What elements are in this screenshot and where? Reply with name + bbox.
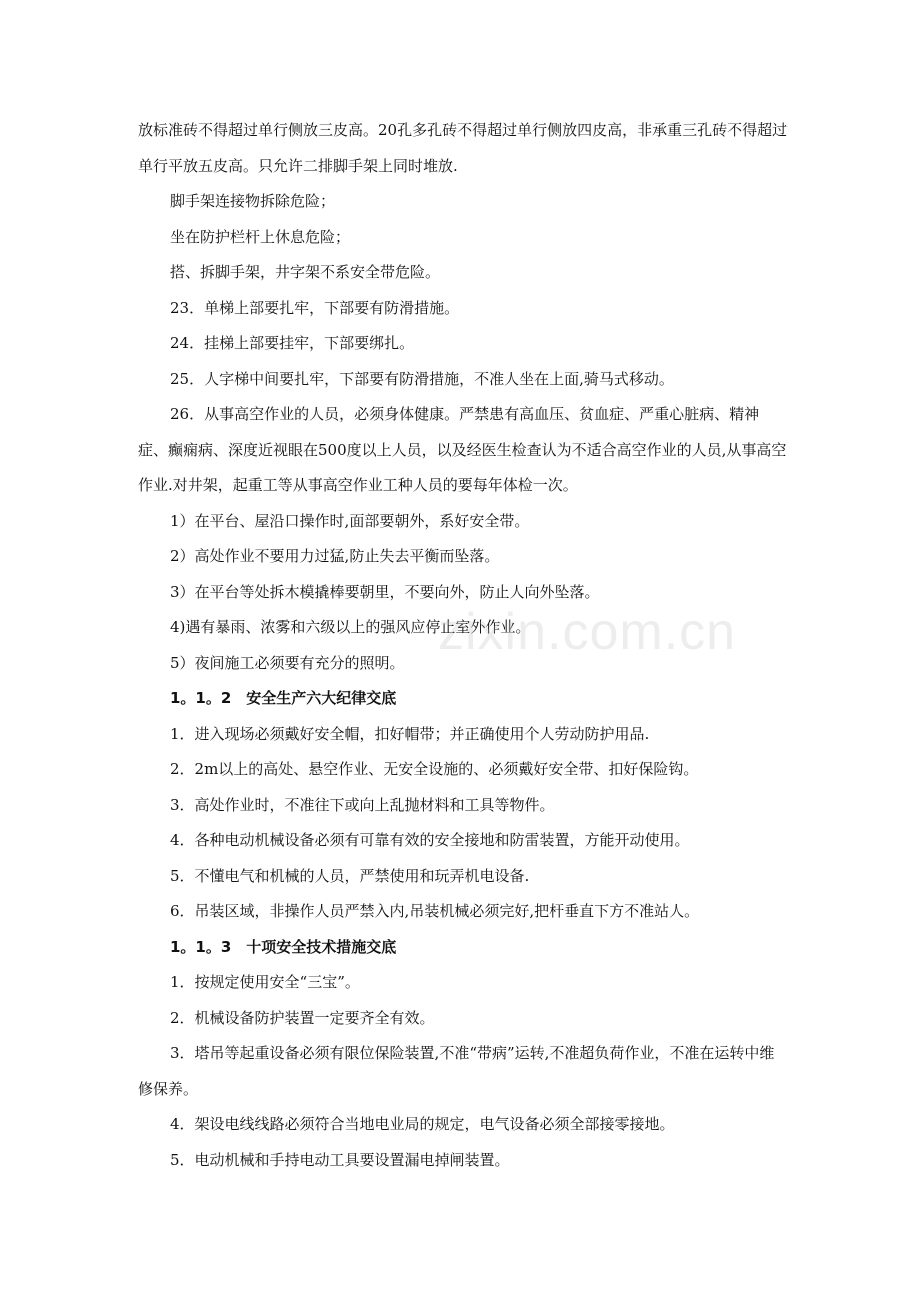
paragraph-item-24: 24．挂梯上部要挂牢，下部要绑扎。: [170, 334, 415, 352]
paragraph-subitem-3: 3）在平台等处拆木模撬棒要朝里，不要向外，防止人向外坠落。: [170, 582, 600, 601]
paragraph-brick-stacking: 放标准砖不得超过单行侧放三皮高。20孔多孔砖不得超过单行侧放四皮高，非承重三孔砖不得超过单行平放五皮高。只允许二排脚手架上同时堆放.: [138, 121, 788, 175]
section-heading-six-disciplines: 1。1。2 安全生产六大纪律交底: [170, 689, 397, 707]
measure-item-2: 2．机械设备防护装置一定要齐全有效。: [170, 1008, 435, 1027]
discipline-item-2: 2．2m以上的高处、悬空作业、无安全设施的、必须戴好安全带、扣好保险钩。: [170, 760, 699, 778]
paragraph-item-25: 25．人字梯中间要扎牢，下部要有防滑措施，不准人坐在上面,骑马式移动。: [170, 369, 674, 388]
watermark-text: zixin.com.cn: [438, 603, 737, 661]
paragraph-scaffold-connector-hazard: 脚手架连接物拆除危险；: [170, 192, 336, 210]
discipline-item-4: 4．各种电动机械设备必须有可靠有效的安全接地和防雷装置，方能开动使用。: [170, 831, 690, 849]
paragraph-subitem-2: 2）高处作业不要用力过猛,防止失去平衡而坠落。: [170, 547, 500, 565]
discipline-item-1: 1．进入现场必须戴好安全帽，扣好帽带；并正确使用个人劳动防护用品.: [170, 724, 650, 743]
paragraph-item-26: 26．从事高空作业的人员，必须身体健康。严禁患有高血压、贫血症、严重心脏病、精神症、癫痫病、深度近视眼在500度以上人员，以及经医生检查认为不适合高空作业的人员,从事高空作业.对井架，起重工等从事高空作业工种人员的要每年体检一次。: [138, 405, 787, 494]
measure-item-1: 1．按规定使用安全“三宝”。: [170, 973, 360, 991]
measure-item-3: 3．塔吊等起重设备必须有限位保险装置,不准“带病”运转,不准超负荷作业，不准在运转中维修保养。: [138, 1044, 775, 1098]
paragraph-safety-belt-hazard: 搭、拆脚手架，井字架不系安全带危险。: [170, 263, 441, 281]
paragraph-subitem-4: 4)遇有暴雨、浓雾和六级以上的强风应停止室外作业。: [170, 618, 531, 636]
measure-item-5: 5．电动机械和手持电动工具要设置漏电掉闸装置。: [170, 1150, 510, 1169]
paragraph-railing-rest-hazard: 坐在防护栏杆上休息危险；: [170, 227, 351, 246]
discipline-item-6: 6．吊装区域，非操作人员严禁入内,吊装机械必须完好,把杆垂直下方不准站人。: [170, 902, 700, 920]
discipline-item-5: 5．不懂电气和机械的人员，严禁使用和玩弄机电设备.: [170, 866, 530, 885]
measure-item-4: 4．架设电线线路必须符合当地电业局的规定，电气设备必须全部接零接地。: [170, 1115, 675, 1133]
section-heading-ten-measures: 1。1。3 十项安全技术措施交底: [170, 937, 397, 956]
paragraph-item-23: 23．单梯上部要扎牢，下部要有防滑措施。: [170, 298, 460, 317]
paragraph-subitem-1: 1）在平台、屋沿口操作时,面部要朝外，系好安全带。: [170, 511, 530, 530]
discipline-item-3: 3．高处作业时，不准往下或向上乱抛材料和工具等物件。: [170, 795, 555, 814]
paragraph-subitem-5: 5）夜间施工必须要有充分的照明。: [170, 653, 405, 672]
